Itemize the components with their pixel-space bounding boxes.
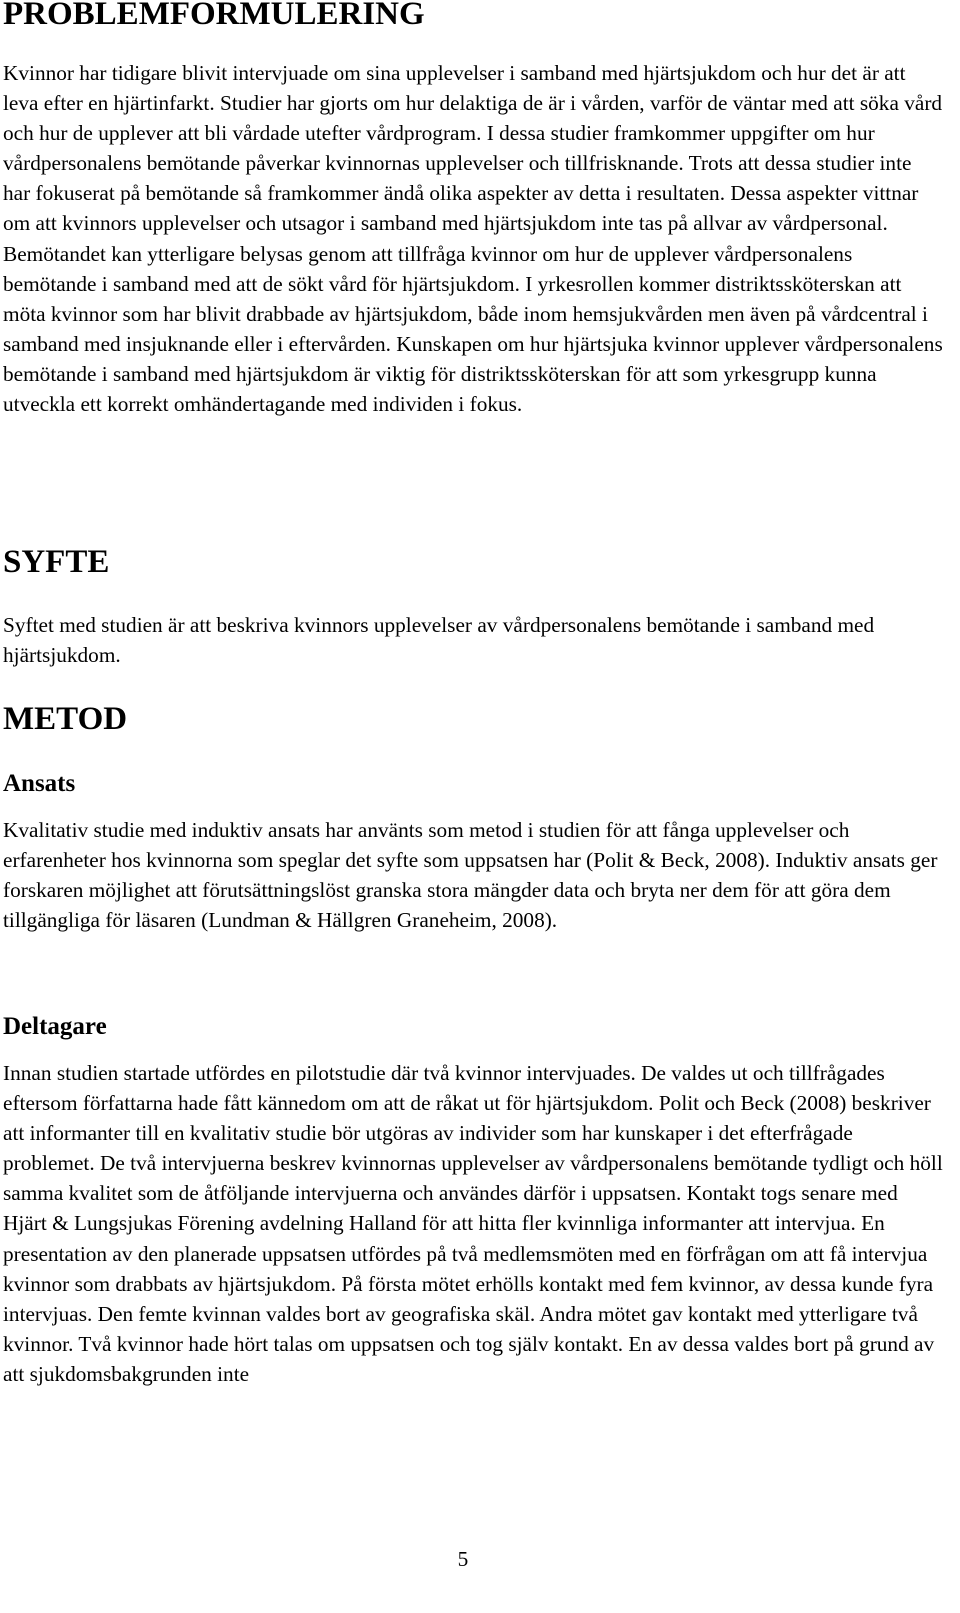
paragraph-ansats: Kvalitativ studie med induktiv ansats har använts som metod i studien för att fånga upplevelser och erfarenheter hos kvinnorna som speglar det syfte som uppsatsen har (Polit & Beck, 2008). Induktiv ansats ger forskaren möjlighet att förutsättningslöst granska stora mängder data och bryta ner dem för att göra dem tillgängliga för läsaren (Lundman & Hällgren Graneheim, 2008). [3, 818, 938, 933]
paragraph-syfte: Syftet med studien är att beskriva kvinnors upplevelser av vårdpersonalens bemötande i samband med hjärtsjukdom. [3, 613, 875, 668]
subheading-ansats: Ansats [3, 770, 76, 797]
paragraph-problemformulering: Kvinnor har tidigare blivit intervjuade om sina upplevelser i samband med hjärtsjukdom och hur det är att leva efter en hjärtinfarkt. Studier har gjorts om hur delaktiga de är i vården, varför de väntar med att söka vård och hur de upplever att bli vårdade utefter vårdprogram. I dessa studier framkommer uppgifter om hur vårdpersonalens bemötande påverkar kvinnornas upplevelser och tillfrisknande. Trots att dessa studier inte har fokuserat på bemötande så framkommer ändå olika aspekter av detta i resultaten. Dessa aspekter vittnar om att kvinnors upplevelser och utsagor i samband med hjärtsjukdom inte tas på allvar av vårdpersonal. Bemötandet kan ytterligare belysas genom att tillfråga kvinnor om hur de upplever vårdpersonalens bemötande i samband med att de sökt vård för hjärtsjukdom. I yrkesrollen kommer distriktssköterskan att möta kvinnor som har blivit drabbade av hjärtsjukdom, både inom hemsjukvården men även på vårdcentral i samband med insjuknande eller i eftervården. Kunskapen om hur hjärtsjuka kvinnor upplever vårdpersonalens bemötande i samband med hjärtsjukdom är viktig för distriktssköterskan för att som yrkesgrupp kunna utveckla ett korrekt omhändertagande med individen i fokus. [3, 61, 943, 417]
heading-syfte: SYFTE [3, 544, 110, 580]
page-number: 5 [457, 1547, 469, 1571]
heading-problemformulering: PROBLEMFORMULERING [3, 0, 425, 32]
subheading-deltagare: Deltagare [3, 1013, 107, 1040]
heading-metod: METOD [3, 701, 128, 737]
paragraph-deltagare: Innan studien startade utfördes en pilotstudie där två kvinnor intervjuades. De valdes ut och tillfrågades eftersom författarna hade fått kännedom om att de råkat ut för hjärtsjukdom. Polit och Beck (2008) beskriver att informanter till en kvalitativ studie bör utgöras av individer som har kunskaper i det efterfrågade problemet. De två intervjuerna beskrev kvinnornas upplevelser av vårdpersonalens bemötande tydligt och höll samma kvalitet som de åtföljande intervjuerna och användes därför i uppsatsen. Kontakt togs senare med Hjärt & Lungsjukas Förening avdelning Halland för att hitta fler kvinnliga informanter att intervjua. En presentation av den planerade uppsatsen utfördes på två medlemsmöten med en förfrågan om att få intervjua kvinnor som drabbats av hjärtsjukdom. På första mötet erhölls kontakt med fem kvinnor, av dessa kunde fyra intervjuas. Den femte kvinnan valdes bort av geografiska skäl. Andra mötet gav kontakt med ytterligare två kvinnor. Två kvinnor hade hört talas om uppsatsen och tog själv kontakt. En av dessa valdes bort på grund av att sjukdomsbakgrunden inte [3, 1061, 943, 1386]
